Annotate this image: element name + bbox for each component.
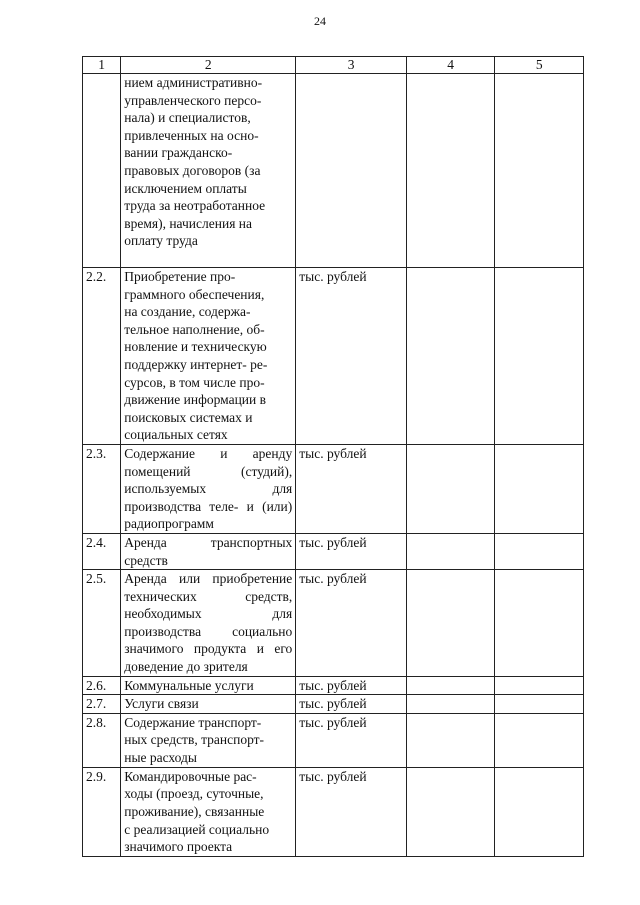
row-value-col4: [406, 767, 495, 856]
row-value-col4: [406, 570, 495, 677]
row-unit: тыс. рублей: [296, 695, 407, 714]
row-value-col5: [495, 74, 584, 268]
row-unit: тыс. рублей: [296, 268, 407, 445]
row-description: Командировочные рас- ходы (проезд, суточные, проживание), связанные с реализацией социально значимого проекта: [121, 767, 296, 856]
row-unit: тыс. рублей: [296, 570, 407, 677]
row-unit: тыс. рублей: [296, 713, 407, 767]
row-description: Аренда или приобретение технических средств, необходимых для производства социально значимого продукта и его доведение до зрителя: [121, 570, 296, 677]
row-value-col5: [495, 570, 584, 677]
table-row: [83, 767, 584, 856]
row-number-cell: [83, 74, 121, 268]
row-value-col4: [406, 695, 495, 714]
column-header-3: 3: [296, 57, 407, 74]
column-header-1: 1: [83, 57, 121, 74]
row-unit: тыс. рублей: [296, 767, 407, 856]
row-number: 2.8.: [83, 713, 121, 767]
row-description: Содержание транспорт- ных средств, транспорт- ные расходы: [121, 713, 296, 767]
table-row-continuation: [83, 74, 584, 268]
column-header-2: 2: [121, 57, 296, 74]
row-description: Приобретение про- граммного обеспечения, на создание, содержа- тельное наполнение, об- новление и техническую поддержку интернет- ре- сурсов, в том числе про- движение информации в поисковых системах и социальных сетях: [121, 268, 296, 445]
row-description: Содержание и аренду помещений (студий), используемых для производства теле- и (или) радиопрограмм: [121, 444, 296, 533]
row-value-col5: [495, 444, 584, 533]
row-number: 2.6.: [83, 676, 121, 695]
row-description: нием административно- управленческого персо- нала) и специалистов, привлеченных на осно- вании гражданско- правовых договоров (за исключением оплаты труда за неотработанное время), начисления на оплату труда: [121, 74, 296, 268]
row-value-col4: [406, 268, 495, 445]
row-number: 2.5.: [83, 570, 121, 677]
row-number: 2.7.: [83, 695, 121, 714]
column-header-4: 4: [406, 57, 495, 74]
table-row: [83, 444, 584, 533]
row-unit: тыс. рублей: [296, 676, 407, 695]
row-unit: тыс. рублей: [296, 444, 407, 533]
table-row: [83, 268, 584, 445]
row-value-col5: [495, 268, 584, 445]
row-unit: тыс. рублей: [296, 533, 407, 569]
budget-table: [82, 56, 584, 857]
row-description: Коммунальные услуги: [121, 676, 296, 695]
column-header-5: 5: [495, 57, 584, 74]
row-description: Аренда транспортных средств: [121, 533, 296, 569]
row-unit: [296, 74, 407, 268]
table-row: [83, 676, 584, 695]
header-row: [83, 57, 584, 74]
row-number: 2.9.: [83, 767, 121, 856]
page-number: 24: [314, 14, 326, 28]
table-row: [83, 533, 584, 569]
row-value-col4: [406, 444, 495, 533]
row-value-col5: [495, 767, 584, 856]
row-number: 2.4.: [83, 533, 121, 569]
row-value-col5: [495, 695, 584, 714]
row-description: Услуги связи: [121, 695, 296, 714]
row-value-col4: [406, 676, 495, 695]
row-value-col4: [406, 533, 495, 569]
row-value-col5: [495, 713, 584, 767]
row-value-col5: [495, 533, 584, 569]
row-value-col4: [406, 713, 495, 767]
row-value-col4: [406, 74, 495, 268]
table-row: [83, 695, 584, 714]
row-number: 2.3.: [83, 444, 121, 533]
row-number: 2.2.: [83, 268, 121, 445]
row-value-col5: [495, 676, 584, 695]
table-row: [83, 713, 584, 767]
table-row: [83, 570, 584, 677]
